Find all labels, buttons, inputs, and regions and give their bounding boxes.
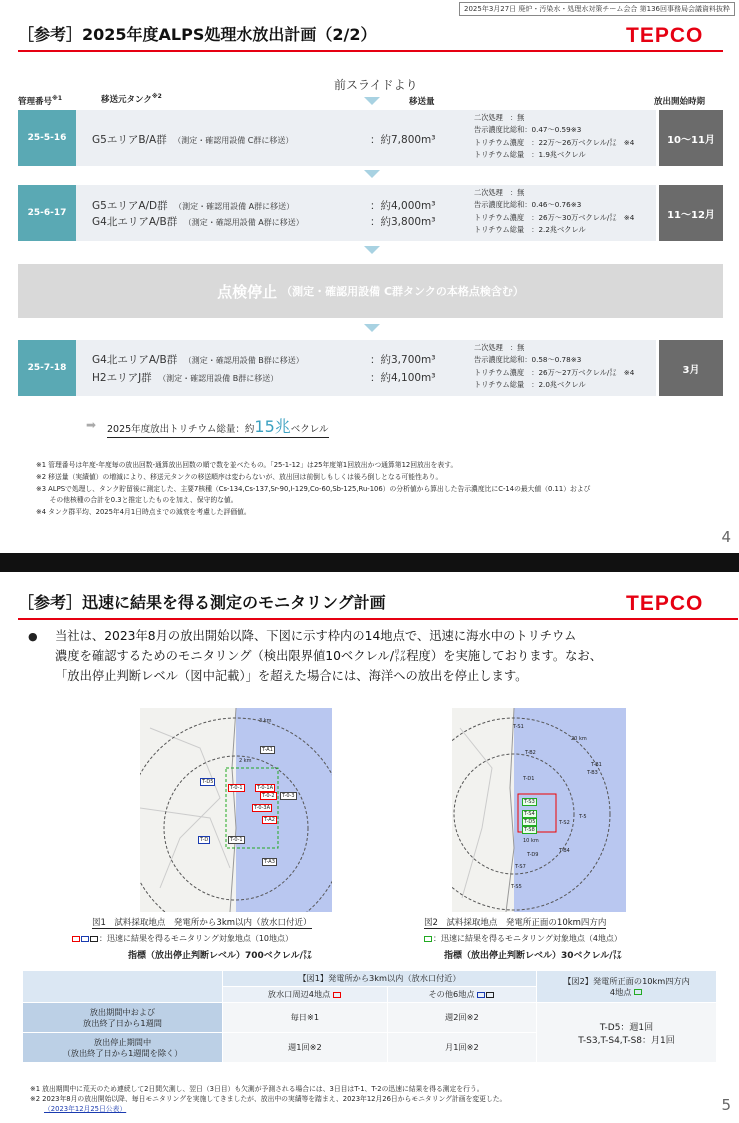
press-release-link[interactable]: （2023年12月25日公表） [44,1105,127,1113]
radius-label: 20 km [571,736,587,742]
sampling-point: T-5 [579,814,587,820]
cell-fig2-freq: T-D5：週1回 T-S3,T-S4,T-S8：月1回 [537,1003,717,1063]
transfer-amount: ：約4,000m³ [370,200,436,212]
sampling-point: T-S2 [559,820,570,826]
title-underline [18,618,738,620]
start-time: 10～11月 [659,110,723,166]
cell-freq: 週1回※2 [223,1033,388,1063]
sampling-point: T-0-2 [262,793,275,799]
sampling-point: T-A3 [264,859,275,865]
arrow-down-icon [364,97,380,105]
tank-name: G4北エリアA/B群 （測定・確認用設備 B群に移送） [92,354,304,366]
tepco-logo: TEPCO [626,592,704,615]
sampling-point: T-0-3 [282,793,295,799]
sampling-point: T-0-1 [230,785,243,791]
footnotes: ※1 放出期間中に荒天のため連続して2日間欠測し、翌日（3日目）も欠測が予測される場合には、3日目はT-1、T-2の迅速に結果を得る測定を行う。 ※2 2023年8月の放出開始以降、毎日モニタリングを実施してきましたが、放出中の実績等を踏まえ、2023年12月26日からモニタリング計画を変更した。 （2023年12月25日公表） [30,1085,507,1113]
tank-name: G5エリアA/D群 （測定・確認用設備 A群に移送） [92,200,295,212]
sampling-point: T-S7 [515,864,526,870]
cell-freq: 月1回※2 [387,1033,536,1063]
table-header-fig2: 【図2】発電所正面の10km四方内 4地点 [537,971,717,1003]
page-title: ［参考］2025年度ALPS処理水放出計画（2/2） [18,25,377,44]
sampling-point: T-D9 [527,852,539,858]
bullet-icon: ● [28,630,38,643]
arrow-down-icon [364,170,380,178]
arrow-right-icon: ➡ [86,418,97,432]
cell-freq: 毎日※1 [223,1003,388,1033]
sampling-point: T-S5 [511,884,522,890]
sampling-point: T-D5 [524,819,536,825]
fig1-caption: 図1 試料採取地点 発電所から3km以内（放水口付近） [92,918,312,928]
sampling-point: T-B1 [591,762,602,768]
sampling-point: T-0-3A [254,805,270,811]
map-fig2 [452,708,626,912]
inspection-stop-banner: 点検停止 （測定・確認用設備 C群タンクの本格点検含む） [18,264,723,318]
sampling-point: T-D [200,837,209,843]
start-time: 11～12月 [659,185,723,241]
annual-total: 2025年度放出トリチウム総量：約15兆ベクレル [107,414,329,438]
sampling-point: T-D5 [202,779,214,785]
sampling-point: T-S3 [524,799,535,805]
table-corner [23,971,223,1003]
fig2-caption: 図2 試料採取地点 発電所正面の10km四方内 [424,918,607,928]
sampling-point: T-A2 [264,817,275,823]
map-fig1 [140,708,332,912]
transfer-amount: ：約4,100m³ [370,372,436,384]
sampling-point: T-S4 [524,811,535,817]
transfer-amount: ：約3,800m³ [370,216,436,228]
sampling-point: T-0-1 [230,837,243,843]
arrow-down-icon [364,246,380,254]
footnotes: ※1 管理番号は年度-年度毎の放出回数-通算放出回数の順で数を並べたもの。「25-1-12」は25年度第1回放出かつ通算第12回放出を表す。 ※2 移送量（実績値）の増減により、移送元タンクの移送順序は変わらないが、放出回は前倒しもしくは後ろ倒しとなる可能性あり。 ※3 ALPSで処理し、タンク貯留後に測定した、主要7核種（Cs-134,Cs-137,Sr-90,I-129,Co-60,Sb-125,Ru-106）の分析値から算出した告示濃度比にC-14の最大値（0.11）および その他核種の合計を0.3と推定したものを加え、保守的な値。 ※4 タンク群平均、2025年4月1日時点までの減衰を考慮した評価値。 [36,461,591,517]
radius-label: 10 km [523,838,539,844]
sampling-point: T-D1 [523,776,535,782]
header-note: 2025年3月27日 廃炉・汚染水・処理水対策チーム会合 第136回事務局会議資料抜粋 [459,2,735,16]
row-label-stop-period: 放出停止期間中 （放出終了日から1週間を除く） [23,1033,223,1063]
tank-name: G5エリアB/A群 （測定・確認用設備 C群に移送） [92,134,294,146]
from-prev-label: 前スライドより [334,78,418,92]
col-tank-header: 移送元タンク$^{※2}$ [101,93,162,105]
row-id-25-5-16: 25-5-16 [18,110,76,166]
sampling-point: T-0-1A [257,785,273,791]
col-amount-header: 移送量 [409,97,435,107]
row-label-release-period: 放出期間中および 放出終了日から1週間 [23,1003,223,1033]
page-number: 5 [721,1096,731,1114]
radius-label: 3 km [259,718,272,724]
sampling-point: T-A1 [262,747,273,753]
transfer-amount: ：約3,700m³ [370,354,436,366]
sampling-point: T-B4 [559,848,570,854]
sampling-point: T-B3 [587,770,598,776]
start-time: 3月 [659,340,723,396]
transfer-amount: ：約7,800m³ [370,134,436,146]
tank-name: H2エリアJ群 （測定・確認用設備 B群に移送） [92,372,279,384]
sampling-point: T-S1 [513,724,524,730]
radius-label: 2 km [239,758,252,764]
row-notes: 二次処理 ：無 告示濃度比総和：0.46～0.76※3 トリチウム濃度 ：26万～30万ベクレル/㍑ ※4 トリチウム総量 ：2.2兆ベクレル [474,188,635,234]
cell-freq: 週2回※2 [387,1003,536,1033]
row-id-25-6-17: 25-6-17 [18,185,76,241]
intro-paragraph: 当社は、2023年8月の放出開始以降、下図に示す枠内の14地点で、迅速に海水中のトリチウム 濃度を確認するためのモニタリング（検出限界値10ベクレル/㍑程度）を実施しております。なお、 「放出停止判断レベル（図中記載）」を超えた場合には、海洋への放出を停止します。 [55,629,603,683]
sampling-point: T-S8 [524,827,535,833]
page-title: ［参考］迅速に結果を得る測定のモニタリング計画 [18,593,386,612]
legend-fig1: ：迅速に結果を得るモニタリング対象地点（10地点） [72,933,293,944]
col-id-header: 管理番号$^{※1}$ [18,95,63,107]
row-notes: 二次処理 ：無 告示濃度比総和：0.47～0.59※3 トリチウム濃度 ：22万～26万ベクレル/㍑ ※4 トリチウム総量 ：1.9兆ベクレル [474,113,635,159]
row-notes: 二次処理 ：無 告示濃度比総和：0.58～0.78※3 トリチウム濃度 ：26万～27万ベクレル/㍑ ※4 トリチウム総量 ：2.0兆ベクレル [474,343,635,389]
map-fig1-graphic [140,708,332,912]
row-id-25-7-18: 25-7-18 [18,340,76,396]
title-underline [18,50,723,52]
page-number: 4 [721,528,731,546]
index-fig1: 指標（放出停止判断レベル）700ベクレル/㍑ [128,951,312,961]
map-fig2-graphic [452,708,626,912]
slide-separator [0,553,739,572]
table-subheader-other: その他6地点 [387,987,536,1003]
sampling-point: T-B2 [525,750,536,756]
index-fig2: 指標（放出停止判断レベル）30ベクレル/㍑ [444,951,622,961]
slide-4 [0,0,739,553]
legend-fig2: ：迅速に結果を得るモニタリング対象地点（4地点） [424,933,622,944]
table-header-fig1: 【図1】発電所から3km以内（放水口付近） [223,971,537,987]
table-subheader-outlet: 放水口周辺4地点 [223,987,388,1003]
slide-5 [0,572,739,1123]
tank-name: G4北エリアA/B群 （測定・確認用設備 A群に移送） [92,216,304,228]
arrow-down-icon [364,324,380,332]
monitoring-frequency-table [22,970,717,1063]
col-start-header: 放出開始時期 [654,97,706,107]
tepco-logo: TEPCO [626,24,704,47]
